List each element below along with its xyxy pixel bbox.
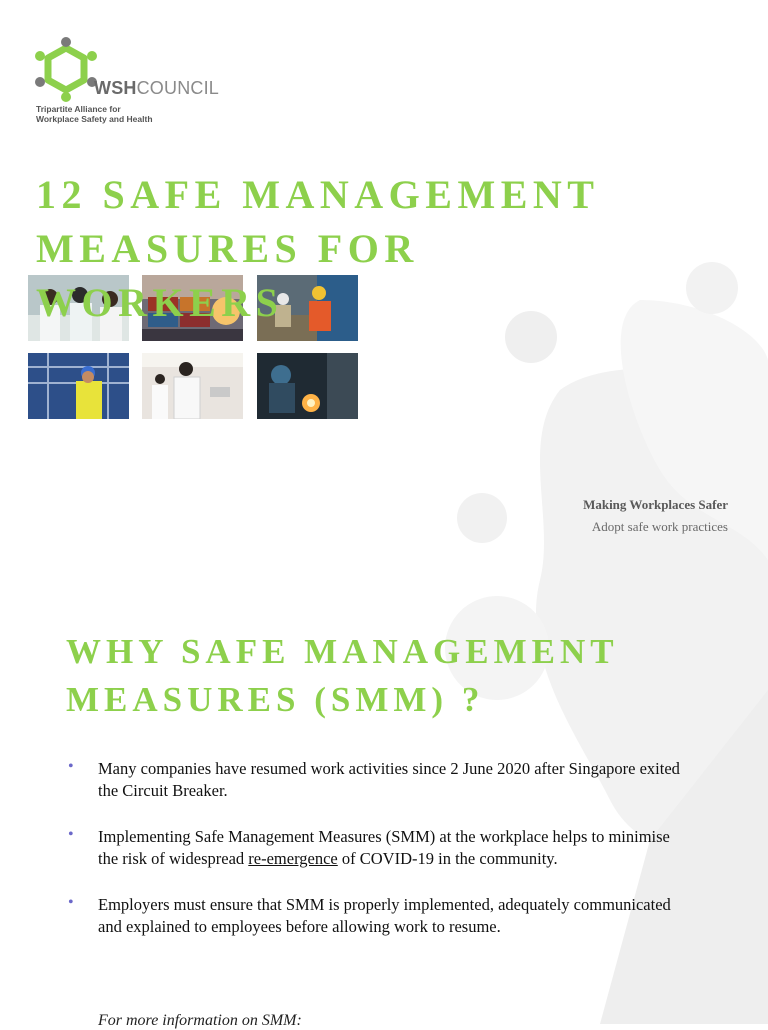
bullet-list [66, 758, 686, 962]
tagline-primary: Making Workplaces Safer [583, 497, 728, 512]
more-info-text: For more information on SMM: [98, 1012, 302, 1029]
underlined-term: re-emergence [248, 849, 338, 868]
laboratory-worker-photo [142, 353, 243, 419]
bullet-text: Many companies have resumed work activities since 2 June 2020 after Singapore exited the Circuit Breaker. [98, 759, 680, 800]
bullet-icon: • [68, 826, 74, 843]
wsh-molecule-icon [34, 34, 98, 104]
list-item [66, 826, 686, 870]
list-item [66, 894, 686, 938]
bullet-text: Implementing Safe Management Measures (SMM) at the workplace helps to minimise the risk of widespread re-emergence of COVID-19 in the community. [98, 827, 670, 868]
bullet-text: Employers must ensure that SMM is properly implemented, adequately communicated and explained to employees before allowing work to resume. [98, 895, 671, 936]
list-item [66, 758, 686, 802]
logo-wordmark: WSHCOUNCIL [94, 78, 220, 98]
page-title: 12 SAFE MANAGEMENT MEASURES FOR WORKERS [36, 172, 600, 325]
bullet-icon: • [68, 894, 74, 911]
logo-tagline: Tripartite Alliance for Workplace Safety and Health [36, 104, 153, 124]
bullet-icon: • [68, 758, 74, 775]
construction-worker-photo [28, 353, 129, 419]
section-heading: WHY SAFE MANAGEMENT MEASURES (SMM) ? [66, 632, 619, 719]
wsh-council-logo [34, 34, 220, 126]
welding-worker-photo [257, 353, 358, 419]
tagline-secondary: Adopt safe work practices [591, 519, 728, 534]
